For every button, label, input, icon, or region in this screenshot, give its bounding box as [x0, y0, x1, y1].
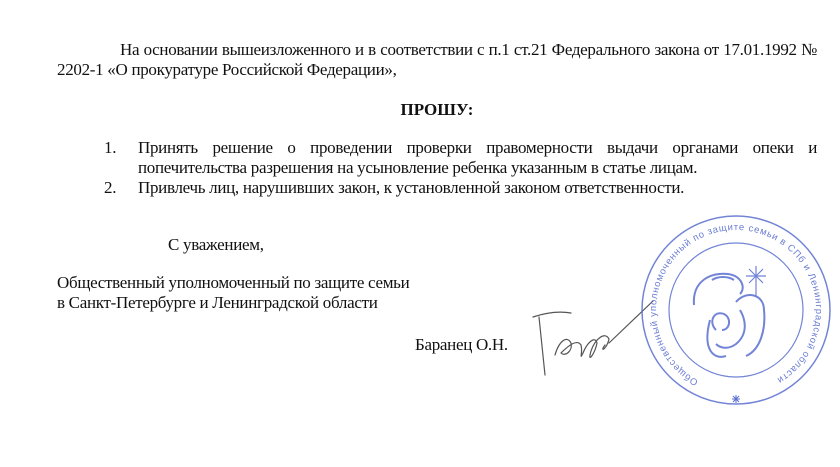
body-paragraph: На основании вышеизложенного и в соответствии с п.1 ст.21 Федерального закона от 17.01.1992 № 2202-1 «О прокуратуре Российской Федерации»,	[57, 40, 817, 79]
list-text: Привлечь лиц, нарушивших закон, к установленной законом ответственности.	[138, 178, 685, 197]
list-number: 1.	[104, 138, 117, 157]
official-stamp	[636, 210, 836, 410]
signer-name: Баранец О.Н.	[415, 335, 508, 354]
list-text: Принять решение о проведении проверки правомерности выдачи органами опеки и попечительства разрешения на усыновление ребенка указанным в статье лицам.	[138, 138, 817, 177]
stamp-text: Общественный уполномоченный по защите семьи в СПб и Ленинградской области	[647, 221, 825, 388]
position-line-2: в Санкт-Петербурге и Ленинградской области	[57, 293, 378, 312]
request-heading: ПРОШУ:	[400, 100, 474, 119]
position-line-1: Общественный уполномоченный по защите семьи	[57, 273, 410, 292]
list-item	[104, 138, 817, 178]
stamp-star-icon	[732, 395, 740, 403]
list-item	[104, 178, 817, 198]
regards: С уважением,	[168, 235, 264, 254]
list-number: 2.	[104, 178, 117, 197]
request-list	[104, 138, 817, 198]
svg-text:Общественный уполномоченный по	[648, 222, 824, 388]
